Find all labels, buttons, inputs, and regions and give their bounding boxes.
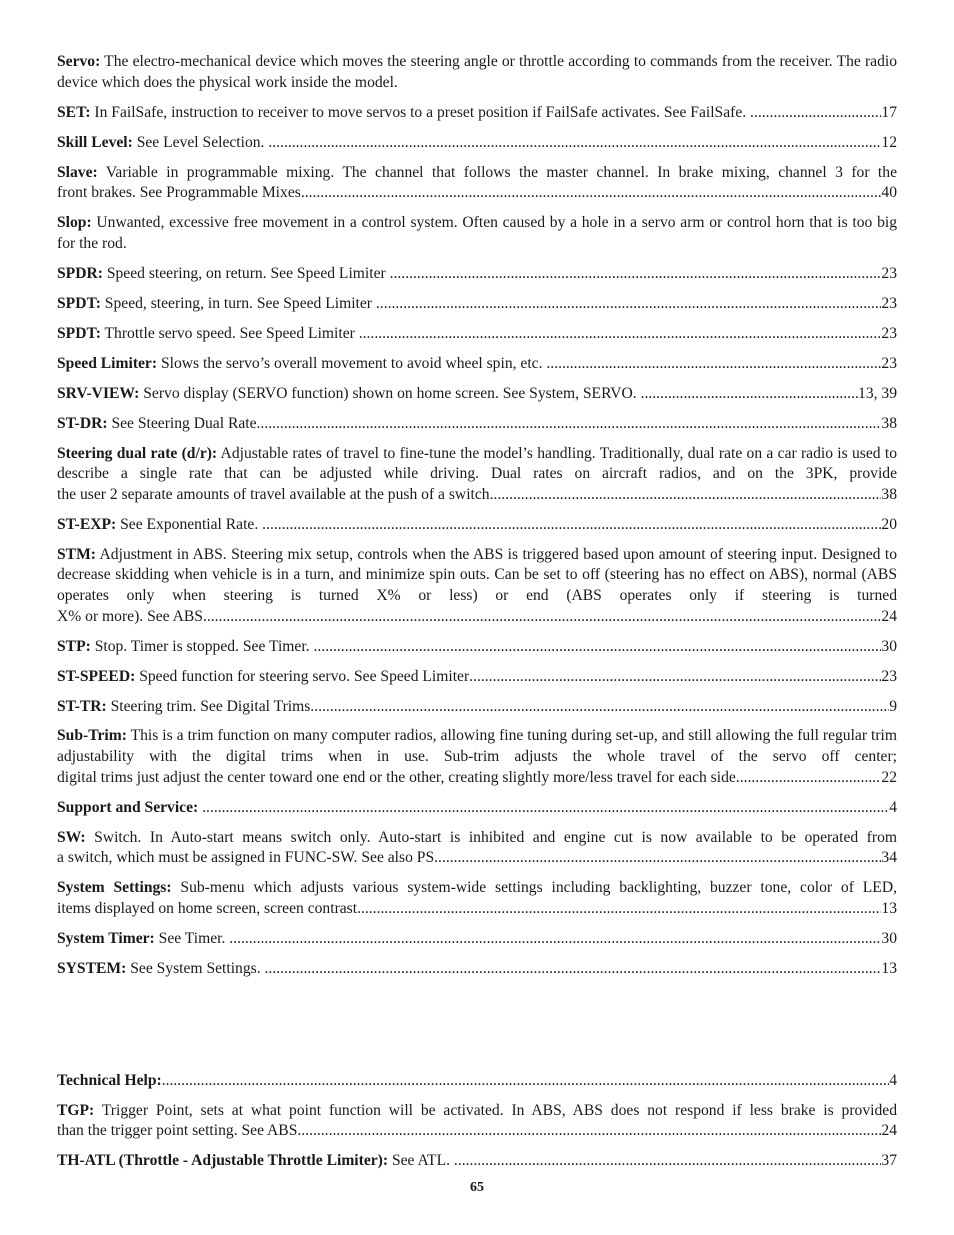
glossary-definition: Switch. In Auto-start means switch only. Auto-start is inhibited and engine cut is now available to be operated from	[85, 828, 897, 846]
glossary-entry	[57, 414, 897, 435]
glossary-term: ST-TR:	[57, 697, 107, 715]
glossary-entry	[57, 163, 897, 204]
glossary-entry	[57, 828, 897, 869]
glossary-term: SPDT:	[57, 324, 101, 342]
page-reference: 40	[881, 184, 897, 202]
glossary-entry	[57, 637, 897, 658]
glossary-definition: Trigger Point, sets at what point function will be activated. In ABS, ABS does not respond if less brake is provided	[94, 1101, 897, 1119]
glossary-entry	[57, 384, 897, 405]
glossary-term: Steering dual rate (d/r):	[57, 444, 218, 462]
glossary-definition: Sub-menu which adjusts various system-wide settings including backlighting, buzzer tone, color of LED,	[171, 879, 897, 897]
glossary-definition: Adjustment in ABS. Steering mix setup, controls when the ABS is triggered based upon amount of steering input. Designed to decrease skidding when vehicle is in a turn, and minimize spin outs. Can be set to off (steering has no effect on ABS), normal (ABS operates only when steering is turned X% or less) or end (ABS operates only if steering is turned	[57, 545, 897, 604]
page-reference: 38	[881, 414, 897, 432]
dot-leader	[301, 183, 882, 204]
glossary-definition-end: than the trigger point setting. See ABS.	[57, 1122, 302, 1140]
page-reference: 13	[881, 959, 897, 977]
dot-leader	[314, 637, 882, 658]
glossary-definition: Steering trim. See Digital Trims.	[106, 697, 315, 715]
dot-leader	[257, 414, 882, 435]
glossary-entry	[57, 878, 897, 919]
page-reference: 30	[881, 637, 897, 655]
page-reference: 22	[881, 768, 897, 786]
glossary-definition: Speed, steering, in turn. See Speed Limiter	[100, 294, 376, 312]
glossary-definition: Speed function for steering servo. See Speed Limiter	[135, 667, 470, 685]
dot-leader	[390, 264, 882, 285]
glossary-term: Sub-Trim:	[57, 727, 127, 745]
glossary-term: Servo:	[57, 53, 101, 70]
glossary-definition: Variable in programmable mixing. The channel that follows the master channel. In brake mixing, channel 3 for the	[97, 163, 897, 181]
glossary-definition: See System Settings.	[126, 959, 265, 977]
dot-leader	[376, 294, 882, 315]
page-reference: 23	[881, 354, 897, 372]
glossary-definition: Servo display (SERVO function) shown on home screen. See System, SERVO.	[139, 384, 641, 402]
glossary-definition: In FailSafe, instruction to receiver to move servos to a preset position if FailSafe activates. See FailSafe.	[90, 103, 751, 121]
glossary-entry	[57, 798, 897, 819]
dot-leader	[546, 354, 881, 375]
dot-leader	[493, 485, 881, 506]
glossary-term: System Settings:	[57, 879, 172, 897]
page-reference: 23	[881, 264, 897, 282]
dot-leader	[301, 1121, 881, 1142]
glossary-entry	[57, 52, 897, 93]
glossary-term: TH-ATL (Throttle - Adjustable Throttle Limiter):	[57, 1152, 389, 1170]
glossary-term: Technical Help:	[57, 1071, 162, 1089]
glossary-entry	[57, 354, 897, 375]
glossary-definition: This is a trim function on many computer radios, allowing fine tuning during set-up, and still allowing the full regular trim adjustability with the digital trims when in use. Sub-trim adjusts the whole travel of the servo off center;	[57, 727, 897, 766]
glossary-definition-end: the user 2 separate amounts of travel available at the push of a switch.	[57, 485, 494, 503]
dot-leader	[361, 899, 881, 920]
glossary-entry	[57, 1071, 897, 1092]
page-reference: 12	[881, 133, 897, 151]
page-reference: 17	[881, 103, 897, 121]
glossary-entry	[57, 959, 897, 980]
glossary-term: System Timer:	[57, 929, 155, 947]
glossary-term: ST-EXP:	[57, 515, 117, 533]
glossary-entry	[57, 324, 897, 345]
dot-leader	[469, 667, 881, 688]
page-reference: 23	[881, 294, 897, 312]
glossary-term: STP:	[57, 637, 91, 655]
glossary-term: Slave:	[57, 163, 98, 181]
glossary-definition-end: X% or more). See ABS.	[57, 607, 207, 625]
page-reference: 37	[881, 1152, 897, 1170]
page-reference: 24	[881, 1122, 897, 1140]
page-number: 65	[470, 1180, 484, 1195]
dot-leader	[268, 133, 881, 154]
glossary-definition-end: items displayed on home screen, screen contrast.	[57, 899, 361, 917]
dot-leader	[262, 515, 881, 536]
page-reference: 23	[881, 324, 897, 342]
glossary-entry	[57, 515, 897, 536]
glossary-list-s	[57, 52, 897, 979]
glossary-definition: The electro-mechanical device which moves the steering angle or throttle according to commands from the receiver. The radio device which does the physical work inside the model.	[57, 53, 897, 91]
glossary-term: ST-SPEED:	[57, 667, 136, 685]
glossary-definition-end: front brakes. See Programmable Mixes	[57, 184, 301, 202]
glossary-definition: Speed steering, on return. See Speed Limiter	[102, 264, 390, 282]
dot-leader	[202, 798, 889, 819]
glossary-definition: See Timer.	[154, 929, 230, 947]
glossary-definition: See ATL.	[388, 1152, 454, 1170]
glossary-entry	[57, 1151, 897, 1172]
glossary-term: SPDR:	[57, 264, 103, 282]
dot-leader	[207, 607, 882, 628]
glossary-entry	[57, 667, 897, 688]
glossary-term: STM:	[57, 545, 96, 563]
glossary-term: SRV-VIEW:	[57, 384, 140, 402]
glossary-entry	[57, 444, 897, 506]
dot-leader	[162, 1071, 890, 1092]
glossary-list-t	[57, 1071, 897, 1172]
glossary-entry	[57, 294, 897, 315]
glossary-term: Speed Limiter:	[57, 354, 158, 372]
page-reference: 34	[881, 849, 897, 867]
page-reference: 13, 39	[858, 384, 897, 402]
dot-leader	[359, 324, 882, 345]
glossary-entry	[57, 213, 897, 254]
dot-leader	[641, 384, 858, 405]
page-reference: 20	[881, 515, 897, 533]
page-reference: 24	[881, 607, 897, 625]
glossary-entry	[57, 264, 897, 285]
glossary-definition: See Steering Dual Rate	[107, 414, 257, 432]
glossary-term: ST-DR:	[57, 414, 108, 432]
glossary-definition-end: a switch, which must be assigned in FUNC-SW. See also PS.	[57, 849, 439, 867]
glossary-entry	[57, 103, 897, 124]
glossary-definition: Adjustable rates of travel to fine-tune the model’s handling. Traditionally, dual rate on a car radio is used to describe a single rate that can be adjusted while driving. Dual rates on aircraft radios, and on the 3PK, provide	[57, 444, 898, 483]
glossary-term: SET:	[57, 103, 91, 121]
dot-leader	[229, 929, 881, 950]
page-reference: 13	[881, 899, 897, 917]
dot-leader	[314, 697, 889, 718]
glossary-entry	[57, 133, 897, 154]
glossary-entry	[57, 697, 897, 718]
section-gap	[57, 989, 897, 1071]
glossary-entry	[57, 545, 897, 627]
page-reference: 9	[889, 697, 897, 715]
dot-leader	[750, 103, 881, 124]
glossary-term: SW:	[57, 828, 86, 846]
glossary-page	[57, 52, 897, 1181]
glossary-term: Support and Service:	[57, 798, 199, 816]
glossary-term: TGP:	[57, 1101, 95, 1119]
glossary-definition-end: digital trims just adjust the center toward one end or the other, creating slightly more/less travel for each side.	[57, 768, 740, 786]
page-reference: 4	[889, 798, 897, 816]
glossary-entry	[57, 726, 897, 788]
glossary-definition: Stop. Timer is stopped. See Timer.	[90, 637, 314, 655]
glossary-entry	[57, 929, 897, 950]
page-reference: 30	[881, 929, 897, 947]
glossary-term: SYSTEM:	[57, 959, 127, 977]
page-reference: 23	[881, 667, 897, 685]
glossary-definition: See Level Selection.	[132, 133, 269, 151]
page-reference: 4	[889, 1071, 897, 1089]
glossary-term: Skill Level:	[57, 133, 133, 151]
dot-leader	[265, 959, 882, 980]
glossary-definition: Slows the servo’s overall movement to avoid wheel spin, etc.	[157, 354, 547, 372]
glossary-definition: See Exponential Rate.	[116, 515, 263, 533]
glossary-definition: Unwanted, excessive free movement in a control system. Often caused by a hole in a servo arm or control horn that is too big for the rod.	[57, 214, 897, 252]
dot-leader	[740, 768, 882, 789]
glossary-term: SPDT:	[57, 294, 101, 312]
page-reference: 38	[881, 485, 897, 503]
glossary-term: Slop:	[57, 214, 92, 232]
dot-leader	[454, 1151, 882, 1172]
glossary-entry	[57, 1101, 897, 1142]
dot-leader	[438, 848, 881, 869]
glossary-definition: Throttle servo speed. See Speed Limiter	[100, 324, 359, 342]
